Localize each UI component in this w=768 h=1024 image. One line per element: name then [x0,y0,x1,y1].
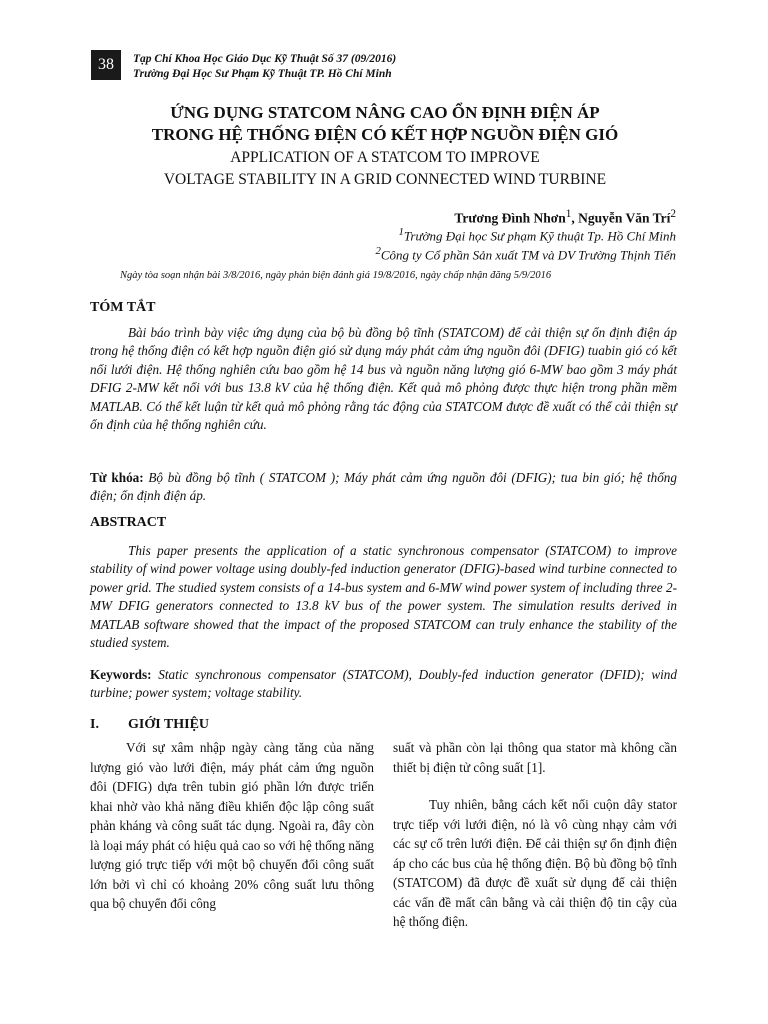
affiliation-2 [375,243,676,263]
intro-paragraph-1: Với sự xâm nhập ngày càng tăng của năng lượng gió vào lưới điện, máy phát cảm ứng nguồn đôi (DFIG) dựa trên tubin gió phần lớn được triển khai nhờ vào khả năng điều khiển độc lập công suất phản kháng và công suất tác dụng. Ngoài ra, đây còn là loại máy phát có hiệu quả cao so với hệ thống năng lượng gió trực tiếp với một bộ chuyển đổi công suất lớn bởi vì chỉ có khoảng 20% công suất lưu thông qua bộ chuyển đổi công [90,740,374,911]
journal-institution: Trường Đại Học Sư Phạm Kỹ Thuật TP. Hồ Chí Minh [133,68,392,80]
section-1-number: I. [90,717,99,732]
section-1-heading [90,717,209,733]
journal-name: Tạp Chí Khoa Học Giáo Dục Kỹ Thuật Số 37 (09/2016) [133,53,397,65]
received-dates: Ngày tòa soạn nhận bài 3/8/2016, ngày phản biện đánh giá 19/8/2016, ngày chấp nhận đăng 5/9/2016 [120,270,552,281]
tu-khoa-label: Từ khóa: [90,470,144,485]
keywords-label: Keywords: [90,667,152,682]
tu-khoa [90,469,677,506]
affiliation-2-sup: 2 [375,245,381,257]
author-separator: , [571,210,579,226]
author-1-sup: 1 [565,208,572,220]
title-en-line2: VOLTAGE STABILITY IN A GRID CONNECTED WIND TURBINE [163,171,607,188]
intro-paragraph-2: Tuy nhiên, bằng cách kết nối cuộn dây stator trực tiếp với lưới điện, nó là vô cùng nhạy cảm với các sự cố trên lưới điện. Để cải thiện sự ổn định điện áp cho các bus của hệ thống điện. Bộ bù đồng bộ tĩnh (STATCOM) đã được đề xuất sử dụng để cải thiện các vấn đề mất cân bằng và cải thiện độ tin cậy của hệ thống điện. [393,797,677,929]
keywords [90,666,677,703]
tom-tat-body: Bài báo trình bày việc ứng dụng của bộ bù đồng bộ tĩnh (STATCOM) để cải thiện sự ổn định điện áp trong hệ thống điện có kết hợp nguồn điện gió sử dụng máy phát cảm ứng nguồn đôi (DFIG) tuabin gió có kết nối lưới điện. Hệ thống nghiên cứu bao gồm hệ 14 bus và nguồn năng lượng gió 6-MW bao gồm 3 máy phát DFIG 2-MW kết nối với bus 13.8 kV của hệ thống điện. Kết quả mô phỏng được thực hiện trong phần mềm MATLAB. Có thể kết luận từ kết quả mô phỏng rằng tác động của STATCOM được đề xuất có thể cải thiện sự ổn định của hệ thống nghiên cứu. [90,325,677,433]
author-2-sup: 2 [670,208,676,220]
title-en-line1: APPLICATION OF A STATCOM TO IMPROVE [230,149,540,166]
abstract-body: This paper presents the application of a static synchronous compensator (STATCOM) to improve stability of wind power voltage using doubly-fed induction generator (DFIG)-based wind turbine connected to power grid. The studied system consists of a 14-bus system and 6-MW wind power system of including three 2-MW DFIG generators connected to 13.8 kV bus of the power system. The simulation results derived in MATLAB software showed that the impact of the proposed STATCOM can truly enhance the stability of the studied system. [90,543,677,651]
abstract-heading: ABSTRACT [90,515,167,530]
affiliation-2-text: Công ty Cổ phần Sản xuất TM và DV Trường Thịnh Tiến [380,247,676,263]
affiliation-1-sup: 1 [398,226,404,238]
tu-khoa-text: Bộ bù đồng bộ tĩnh ( STATCOM ); Máy phát cảm ứng nguồn đôi (DFIG); tua bin gió; hệ thống điện; ổn định điện áp. [90,470,677,504]
keywords-text: Static synchronous compensator (STATCOM), Doubly-fed induction generator (DFID); wind turbine; power system; voltage stability. [90,667,677,701]
page-number: 38 [98,56,114,73]
author-1: Trương Đình Nhơn [454,210,566,226]
section-1-title: GIỚI THIỆU [128,717,210,732]
journal-header [133,52,396,82]
column-left [90,738,374,914]
tom-tat-heading: TÓM TẮT [90,300,156,315]
title-vi-line2: TRONG HỆ THỐNG ĐIỆN CÓ KẾT HỢP NGUỒN ĐIỆN GIÓ [151,125,619,144]
author-2: Nguyễn Văn Trí [578,210,671,226]
affiliation-1 [398,224,676,244]
intro-paragraph-continued: suất và phần còn lại thông qua stator mà không cần thiết bị điện tử công suất [1]. [393,740,677,775]
affiliation-1-text: Trường Đại học Sư phạm Kỹ thuật Tp. Hồ Chí Minh [403,228,676,244]
column-right [393,738,677,932]
title-vi-line1: ỨNG DỤNG STATCOM NÂNG CAO ỔN ĐỊNH ĐIỆN ÁP [170,103,600,122]
page-number-badge [91,50,121,80]
